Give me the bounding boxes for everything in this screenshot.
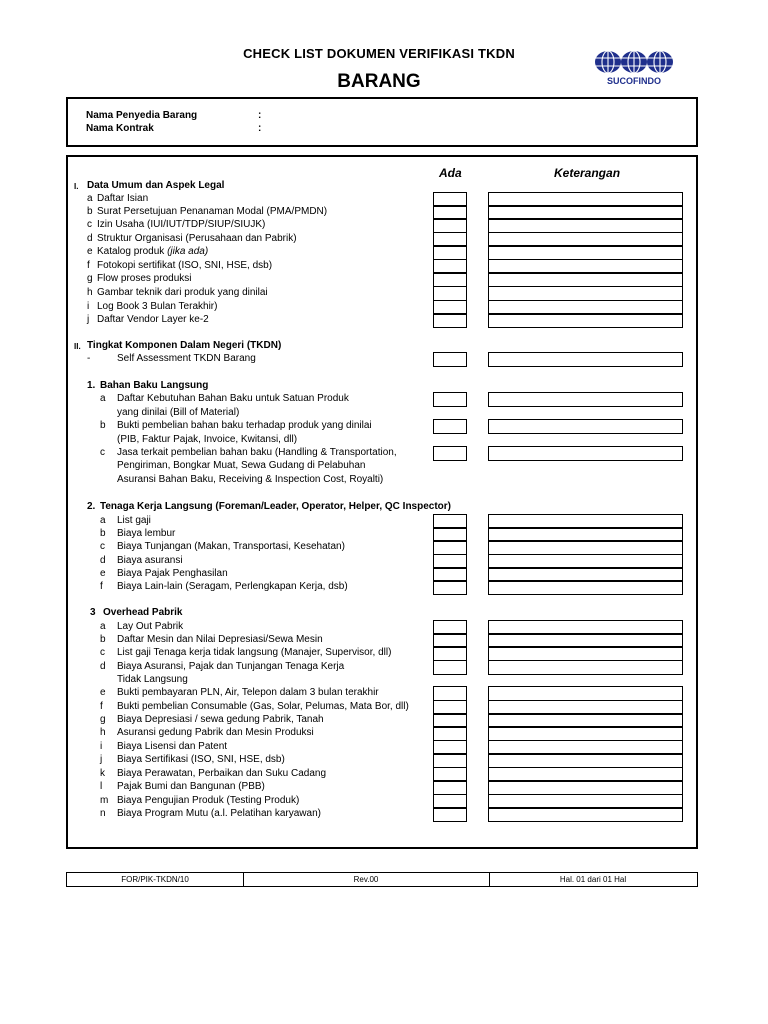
item-marker: a — [100, 393, 106, 404]
item-text: Biaya Tunjangan (Makan, Transportasi, Kesehatan) — [117, 541, 345, 552]
item-text: Pengiriman, Bongkar Muat, Sewa Gudang di Pelabuhan — [117, 460, 366, 471]
item-text: (PIB, Faktur Pajak, Invoice, Kwitansi, dll) — [117, 434, 298, 445]
item-text: Data Umum dan Aspek Legal — [87, 180, 225, 191]
keterangan-field[interactable] — [488, 419, 683, 434]
ada-checkbox[interactable] — [433, 286, 467, 301]
ada-checkbox[interactable] — [433, 313, 467, 328]
keterangan-field[interactable] — [488, 660, 683, 675]
keterangan-field[interactable] — [488, 446, 683, 461]
column-header-ada: Ada — [439, 166, 462, 180]
item-label — [117, 555, 183, 567]
item-label — [117, 474, 383, 486]
ada-checkbox[interactable] — [433, 272, 467, 287]
item-marker: l — [100, 781, 103, 792]
keterangan-field[interactable] — [488, 218, 683, 233]
item-marker: - — [87, 353, 91, 364]
keterangan-field[interactable] — [488, 245, 683, 260]
info-box — [66, 97, 698, 147]
item-marker: d — [100, 555, 106, 566]
item-text: Fotokopi sertifikat (ISO, SNI, HSE, dsb) — [97, 260, 273, 271]
item-label — [117, 434, 297, 446]
item-marker: d — [100, 661, 106, 672]
item-text: Biaya lembur — [117, 528, 176, 539]
item-text: Bahan Baku Langsung — [100, 380, 209, 391]
item-text: Biaya Perawatan, Perbaikan dan Suku Cadang — [117, 768, 327, 779]
item-label — [117, 393, 349, 405]
item-label — [97, 246, 208, 258]
item-label — [117, 353, 256, 365]
contract-name-colon: : — [258, 123, 262, 134]
ada-checkbox[interactable] — [433, 807, 467, 822]
item-marker: c — [100, 647, 105, 658]
section-heading — [87, 340, 281, 352]
item-marker: e — [100, 687, 106, 698]
item-label — [117, 754, 285, 766]
ada-checkbox[interactable] — [433, 646, 467, 661]
item-marker: h — [87, 287, 93, 298]
item-label — [117, 420, 372, 432]
item-marker: d — [87, 233, 93, 244]
section-heading — [100, 501, 451, 513]
contract-name-label: Nama Kontrak — [86, 123, 154, 134]
item-label — [97, 287, 268, 299]
item-marker: 3 — [90, 607, 96, 618]
item-text: Asuransi gedung Pabrik dan Mesin Produksi — [117, 727, 314, 738]
item-text: Biaya Program Mutu (a.l. Pelatihan karyawan) — [117, 808, 321, 819]
sucofindo-logo — [588, 48, 680, 88]
item-text: Overhead Pabrik — [103, 607, 183, 618]
item-label — [117, 741, 227, 753]
footer-bar — [66, 872, 698, 887]
column-header-keterangan: Keterangan — [554, 166, 621, 180]
item-marker: i — [100, 741, 103, 752]
item-marker: g — [100, 714, 106, 725]
item-marker: j — [87, 314, 90, 325]
ada-checkbox[interactable] — [433, 540, 467, 555]
item-marker: f — [100, 701, 103, 712]
item-label — [117, 581, 348, 593]
section-heading — [103, 607, 182, 619]
keterangan-field[interactable] — [488, 726, 683, 741]
item-marker: h — [100, 727, 106, 738]
item-label — [97, 301, 217, 313]
item-marker: II. — [74, 342, 81, 351]
keterangan-field[interactable] — [488, 686, 683, 701]
item-label — [97, 260, 272, 272]
supplier-name-label: Nama Penyedia Barang — [86, 110, 198, 121]
ada-checkbox[interactable] — [433, 245, 467, 260]
item-label — [117, 687, 379, 699]
item-text: Biaya Lisensi dan Patent — [117, 741, 228, 752]
item-marker: c — [100, 447, 105, 458]
item-marker: e — [100, 568, 106, 579]
item-note: (jika ada) — [167, 246, 209, 257]
item-text: Struktur Organisasi (Perusahaan dan Pabrik) — [97, 233, 297, 244]
keterangan-field[interactable] — [488, 392, 683, 407]
item-text: Lay Out Pabrik — [117, 621, 184, 632]
keterangan-field[interactable] — [488, 780, 683, 795]
item-text: Self Assessment TKDN Barang — [117, 353, 256, 364]
ada-checkbox[interactable] — [433, 392, 467, 407]
item-text: Bukti pembelian Consumable (Gas, Solar, Pelumas, Mata Bor, dll) — [117, 701, 409, 712]
item-label — [97, 206, 327, 218]
item-text: Log Book 3 Bulan Terakhir) — [97, 301, 218, 312]
item-text: Jasa terkait pembelian bahan baku (Handling & Transportation, — [117, 447, 397, 458]
ada-checkbox[interactable] — [433, 580, 467, 595]
section-heading — [100, 380, 208, 392]
item-text: Biaya Sertifikasi (ISO, SNI, HSE, dsb) — [117, 754, 285, 765]
page-number: Hal. 01 dari 01 Hal — [559, 875, 627, 884]
document-title: CHECK LIST DOKUMEN VERIFIKASI TKDN — [243, 46, 515, 61]
item-text: Bukti pembelian bahan baku terhadap produk yang dinilai — [117, 420, 372, 431]
item-marker: 1. — [87, 380, 96, 391]
item-label — [97, 314, 209, 326]
keterangan-field[interactable] — [488, 646, 683, 661]
item-text: Daftar Isian — [97, 193, 149, 204]
item-text: Biaya asuransi — [117, 555, 183, 566]
item-text: Izin Usaha (IUI/IUT/TDP/SIUP/SIUJK) — [97, 219, 266, 230]
item-text: Tidak Langsung — [117, 674, 188, 685]
item-label — [117, 701, 409, 713]
item-text: List gaji Tenaga kerja tidak langsung (Manajer, Supervisor, dll) — [117, 647, 392, 658]
item-label — [117, 674, 188, 686]
ada-checkbox[interactable] — [433, 446, 467, 461]
item-label — [117, 727, 314, 739]
item-text: yang dinilai (Bill of Material) — [117, 407, 240, 418]
item-label — [117, 541, 345, 553]
keterangan-field[interactable] — [488, 807, 683, 822]
item-text: Biaya Pajak Penghasilan — [117, 568, 228, 579]
item-text: Biaya Asuransi, Pajak dan Tunjangan Tenaga Kerja — [117, 661, 345, 672]
item-text: Biaya Pengujian Produk (Testing Produk) — [117, 795, 300, 806]
item-text: Daftar Mesin dan Nilai Depresiasi/Sewa Mesin — [117, 634, 323, 645]
item-text: Asuransi Bahan Baku, Receiving & Inspection Cost, Royalti) — [117, 474, 384, 485]
item-text: List gaji — [117, 515, 151, 526]
item-marker: n — [100, 808, 106, 819]
keterangan-field[interactable] — [488, 286, 683, 301]
item-marker: i — [87, 301, 90, 312]
item-label — [97, 233, 297, 245]
item-text: Gambar teknik dari produk yang dinilai — [97, 287, 268, 298]
item-marker: f — [100, 581, 103, 592]
item-label — [117, 714, 324, 726]
supplier-name-colon: : — [258, 110, 262, 121]
item-text: Katalog produk — [97, 246, 168, 257]
ada-checkbox[interactable] — [433, 686, 467, 701]
ada-checkbox[interactable] — [433, 660, 467, 675]
item-label — [117, 634, 323, 646]
ada-checkbox[interactable] — [433, 218, 467, 233]
item-marker: a — [87, 193, 93, 204]
item-label — [117, 407, 239, 419]
item-text: Tenaga Kerja Langsung (Foreman/Leader, Operator, Helper, QC Inspector) — [100, 501, 452, 512]
item-marker: b — [100, 634, 106, 645]
item-label — [97, 219, 265, 231]
item-marker: j — [100, 754, 103, 765]
form-code: FOR/PIK-TKDN/10 — [121, 875, 189, 884]
item-text: Biaya Lain-lain (Seragam, Perlengkapan Kerja, dsb) — [117, 581, 348, 592]
ada-checkbox[interactable] — [433, 419, 467, 434]
keterangan-field[interactable] — [488, 352, 683, 367]
keterangan-field[interactable] — [488, 313, 683, 328]
item-label — [117, 661, 344, 673]
item-label — [117, 621, 183, 633]
item-marker: 2. — [87, 501, 96, 512]
item-label — [117, 515, 151, 527]
revision: Rev.00 — [353, 875, 379, 884]
ada-checkbox[interactable] — [433, 780, 467, 795]
item-marker: k — [100, 768, 105, 779]
item-text: Daftar Vendor Layer ke-2 — [97, 314, 209, 325]
item-marker: f — [87, 260, 90, 271]
item-label — [97, 273, 191, 285]
item-marker: e — [87, 246, 93, 257]
keterangan-field[interactable] — [488, 540, 683, 555]
item-marker: c — [100, 541, 105, 552]
document-subtitle: BARANG — [337, 71, 421, 92]
item-text: Pajak Bumi dan Bangunan (PBB) — [117, 781, 265, 792]
item-label — [117, 768, 326, 780]
item-text: Surat Persetujuan Penanaman Modal (PMA/PMDN) — [97, 206, 328, 217]
svg-text:SUCOFINDO: SUCOFINDO — [607, 76, 661, 86]
keterangan-field[interactable] — [488, 272, 683, 287]
keterangan-field[interactable] — [488, 753, 683, 768]
item-label — [117, 447, 397, 459]
item-marker: a — [100, 621, 106, 632]
section-heading — [87, 180, 224, 192]
item-label — [117, 568, 228, 580]
item-label — [117, 808, 321, 820]
item-marker: b — [100, 420, 106, 431]
ada-checkbox[interactable] — [433, 726, 467, 741]
item-marker: g — [87, 273, 93, 284]
item-label — [117, 528, 175, 540]
item-text: Daftar Kebutuhan Bahan Baku untuk Satuan Produk — [117, 393, 349, 404]
item-text: Biaya Depresiasi / sewa gedung Pabrik, Tanah — [117, 714, 324, 725]
item-marker: m — [100, 795, 109, 806]
item-marker: b — [100, 528, 106, 539]
sucofindo-logo-icon — [588, 48, 680, 88]
item-label — [117, 647, 391, 659]
item-label — [117, 795, 299, 807]
item-text: Flow proses produksi — [97, 273, 192, 284]
ada-checkbox[interactable] — [433, 352, 467, 367]
item-label — [117, 781, 265, 793]
item-text: Bukti pembayaran PLN, Air, Telepon dalam 3 bulan terakhir — [117, 687, 379, 698]
item-marker: c — [87, 219, 92, 230]
ada-checkbox[interactable] — [433, 753, 467, 768]
item-text: Tingkat Komponen Dalam Negeri (TKDN) — [87, 340, 282, 351]
item-label — [97, 193, 148, 205]
item-marker: I. — [74, 182, 79, 191]
item-marker: b — [87, 206, 93, 217]
item-marker: a — [100, 515, 106, 526]
keterangan-field[interactable] — [488, 580, 683, 595]
item-label — [117, 460, 366, 472]
